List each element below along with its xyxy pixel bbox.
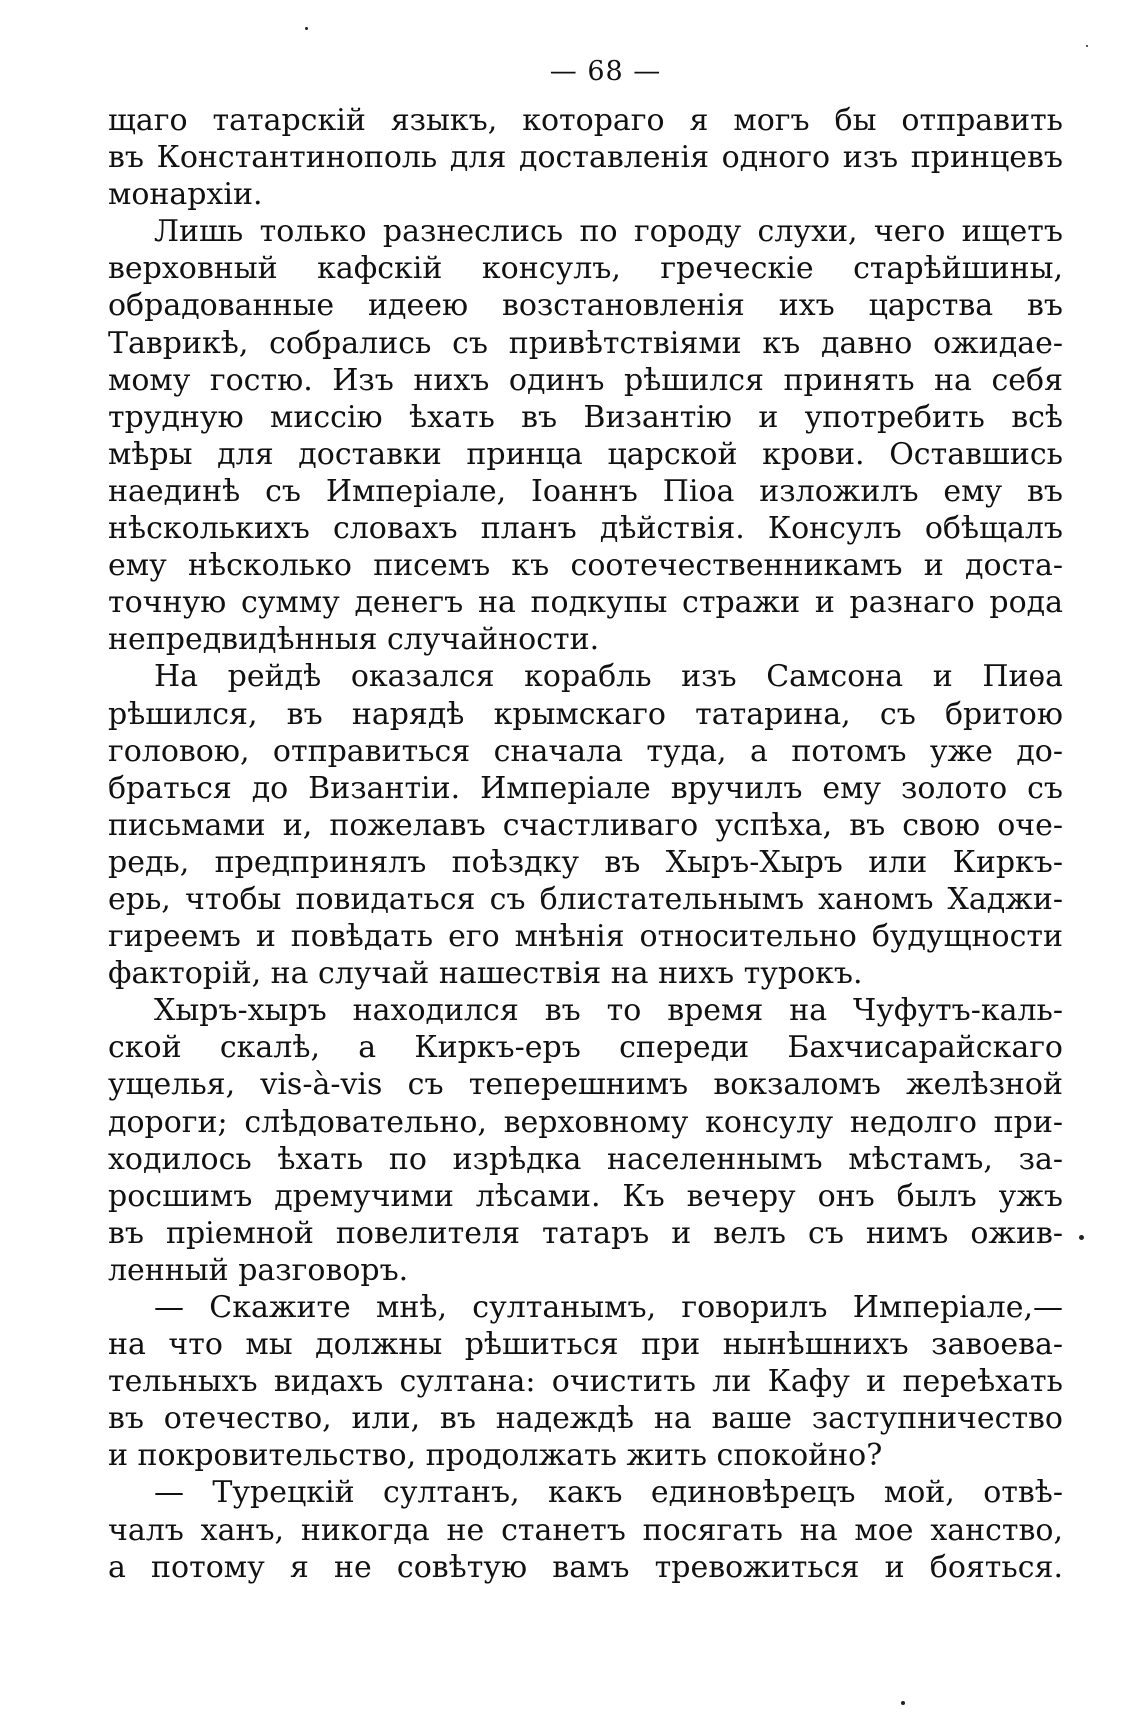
text-line: ской скалѣ, а Киркъ-еръ спереди Бахчисарайскаго <box>108 1030 1063 1066</box>
text-line: факторій, на случай нашествія на нихъ турокъ. <box>108 956 863 992</box>
text-line: верховный кафскій консулъ, греческіе старѣйшины, <box>108 251 1063 287</box>
text-line: письмами и, пожелавъ счастливаго успѣха, въ свою оче- <box>108 807 1063 843</box>
text-line: въ пріемной повелителя татаръ и велъ съ нимъ ожив- <box>108 1215 1063 1251</box>
paragraph-1 <box>108 102 1063 213</box>
text-line: обрадованные идеею возстановленія ихъ царства въ <box>108 288 1063 324</box>
text-line: На рейдѣ оказался корабль изъ Самсона и Пиѳа <box>154 659 1063 695</box>
text-line: росшимъ дремучими лѣсами. Къ вечеру онъ былъ ужъ <box>108 1178 1063 1214</box>
paragraph-5 <box>108 1289 1063 1474</box>
text-line: а потому я не совѣтую вамъ тревожиться и бояться. <box>108 1549 1063 1585</box>
text-line: головою, отправиться сначала туда, а потомъ уже до- <box>108 733 1063 769</box>
text-line: трудную миссію ѣхать въ Византію и употребить всѣ <box>108 399 1063 435</box>
text-line: ущелья, vis-à-vis съ теперешнимъ вокзаломъ желѣзной <box>108 1067 1063 1103</box>
paragraph-6 <box>108 1474 1063 1585</box>
text-line: монархіи. <box>108 177 263 213</box>
paragraph-3 <box>108 658 1063 992</box>
text-line: гиреемъ и повѣдать его мнѣнія относительно будущности <box>108 919 1063 955</box>
paragraph-2 <box>108 213 1063 658</box>
scan-speck <box>1086 45 1088 47</box>
text-line: мому гостю. Изъ нихъ одинъ рѣшился принять на себя <box>108 362 1063 398</box>
text-line: и покровительство, продолжать жить спокойно? <box>108 1438 883 1474</box>
text-line: — Скажите мнѣ, султанымъ, говорилъ Имперіале,— <box>154 1290 1063 1325</box>
text-line: — Турецкій султанъ, какъ единовѣрецъ мой, отвѣ- <box>154 1475 1063 1511</box>
text-line: мѣры для доставки принца царской крови. Оставшись <box>108 436 1063 472</box>
text-line: Хыръ-хыръ находился въ то время на Чуфутъ-каль- <box>154 993 1063 1029</box>
text-line: нѣсколькихъ словахъ планъ дѣйствія. Консулъ обѣщалъ <box>108 511 1063 547</box>
scan-speck <box>305 27 308 30</box>
text-line: чалъ ханъ, никогда не станетъ посягать на мое ханство, <box>108 1512 1063 1548</box>
paragraph-4 <box>108 992 1063 1289</box>
text-line: браться до Византіи. Имперіале вручилъ ему золото съ <box>108 770 1063 806</box>
scan-speck <box>901 1701 905 1705</box>
text-line: дороги; слѣдовательно, верховному консулу недолго при- <box>108 1104 1063 1140</box>
text-line: Таврикѣ, собрались съ привѣтствіями къ давно ожидае- <box>108 325 1063 361</box>
text-line: Лишь только разнеслись по городу слухи, чего ищетъ <box>154 214 1063 250</box>
text-line: непредвидѣнныя случайности. <box>108 622 600 658</box>
text-line: щаго татарскій языкъ, котораго я могъ бы отправить <box>108 103 1063 138</box>
text-line: на что мы должны рѣшиться при нынѣшнихъ завоева- <box>108 1327 1063 1363</box>
text-line: въ Константинополь для доставленія одного изъ принцевъ <box>108 140 1063 176</box>
page-number: — 68 — <box>549 56 662 87</box>
scan-speck <box>1079 1235 1084 1240</box>
text-line: ему нѣсколько писемъ къ соотечественникамъ и доста- <box>108 548 1063 584</box>
text-line: тельныхъ видахъ султана: очистить ли Кафу и переѣхать <box>108 1364 1063 1400</box>
text-line: ерь, чтобы повидаться съ блистательнымъ ханомъ Хаджи- <box>108 881 1063 917</box>
text-line: редь, предпринялъ поѣздку въ Хыръ-Хыръ или Киркъ- <box>108 844 1063 880</box>
text-line: рѣшился, въ нарядѣ крымскаго татарина, съ бритою <box>108 696 1063 732</box>
text-line: наединѣ съ Имперіале, Іоаннъ Піоа изложилъ ему въ <box>108 473 1063 509</box>
text-line: ходилось ѣхать по изрѣдка населеннымъ мѣстамъ, за- <box>108 1141 1063 1177</box>
text-line: ленный разговоръ. <box>108 1252 409 1288</box>
book-page <box>108 52 1063 1586</box>
text-line: точную сумму денегъ на подкупы стражи и разнаго рода <box>108 585 1063 621</box>
text-line: въ отечество, или, въ надеждѣ на ваше заступничество <box>108 1401 1063 1437</box>
